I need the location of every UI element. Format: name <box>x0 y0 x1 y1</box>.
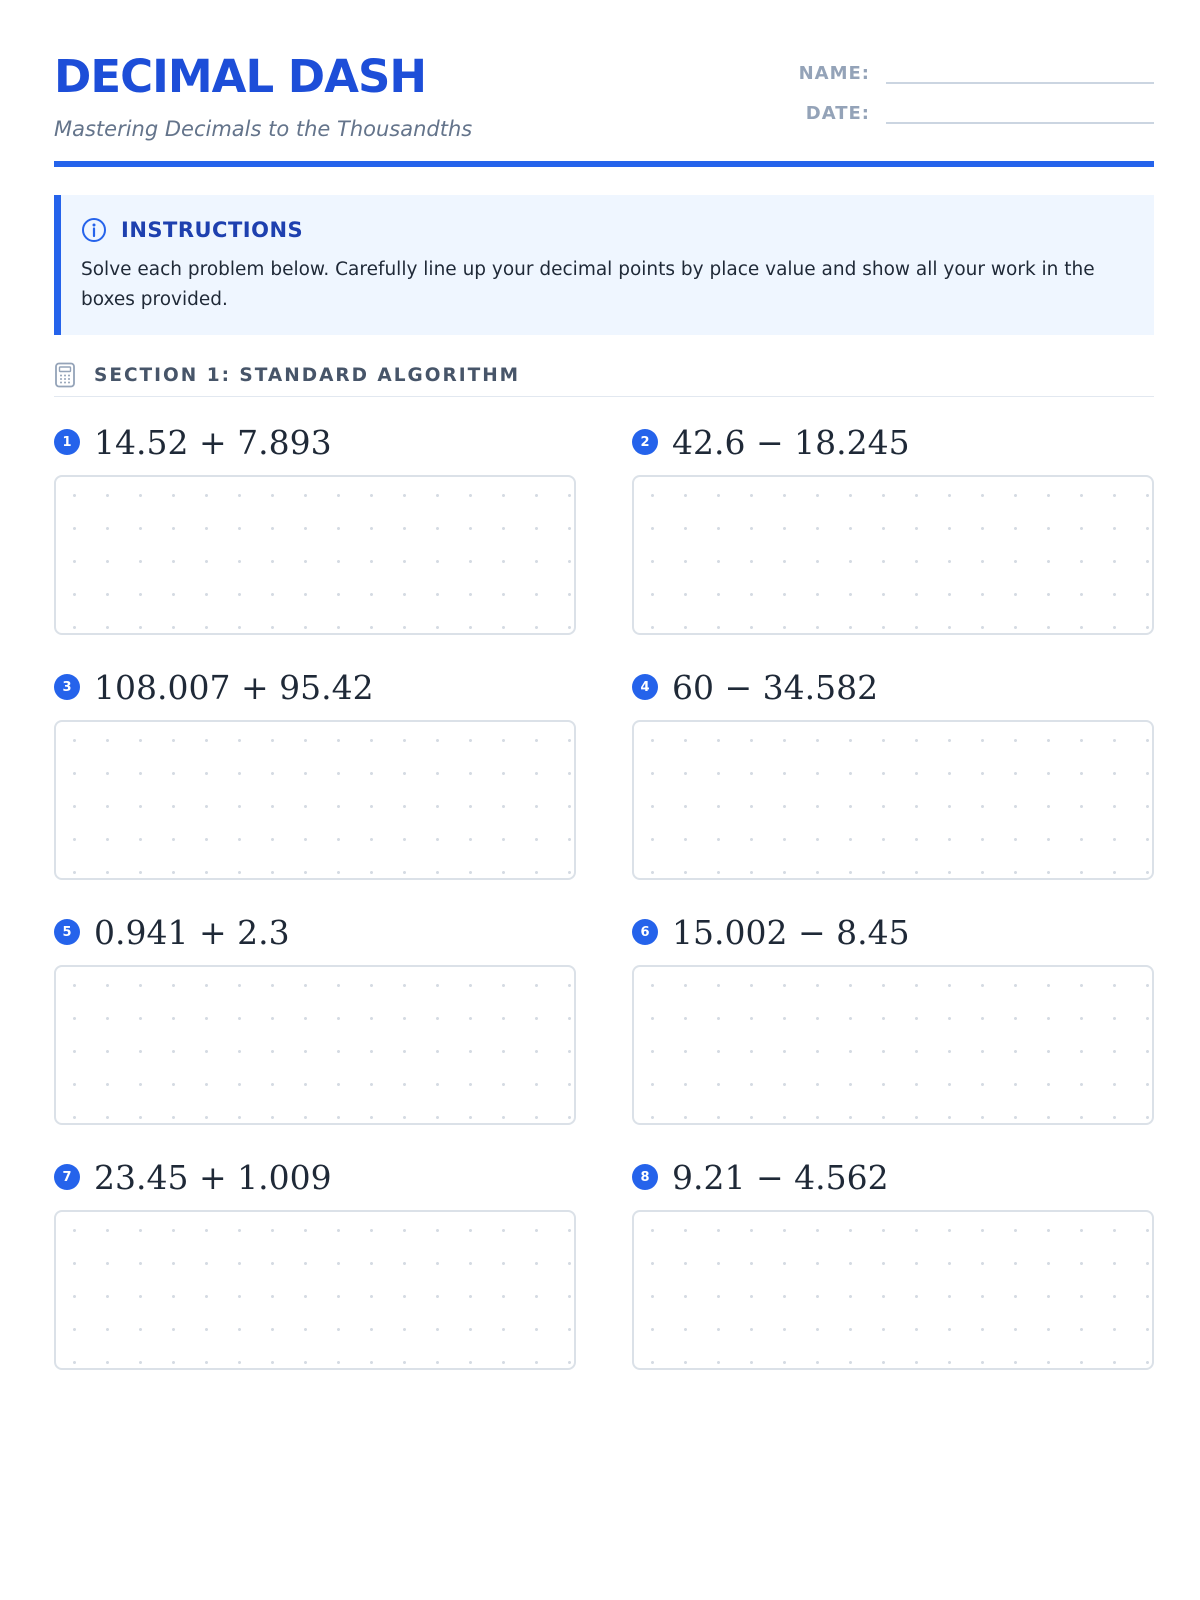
name-line[interactable] <box>886 58 1154 84</box>
problem-1 <box>54 422 576 635</box>
problem-number-badge: 3 <box>54 674 80 700</box>
problem-2 <box>632 422 1154 635</box>
work-box[interactable] <box>54 720 576 880</box>
problem-number-badge: 2 <box>632 429 658 455</box>
instructions-box <box>54 195 1154 335</box>
work-box[interactable] <box>54 475 576 635</box>
worksheet-title: DECIMAL DASH <box>54 50 427 103</box>
problem-number-badge: 7 <box>54 1164 80 1190</box>
problem-expression: 23.45 + 1.009 <box>94 1157 332 1197</box>
section-heading <box>54 360 1154 397</box>
problem-heading <box>54 1157 576 1197</box>
problem-expression: 108.007 + 95.42 <box>94 667 374 707</box>
problem-6 <box>632 912 1154 1125</box>
problem-heading <box>54 667 576 707</box>
instructions-title: INSTRUCTIONS <box>121 218 304 242</box>
worksheet-subtitle: Mastering Decimals to the Thousandths <box>54 117 473 141</box>
instructions-heading <box>81 215 1128 245</box>
problem-heading <box>632 912 1154 952</box>
date-line[interactable] <box>886 98 1154 124</box>
info-icon <box>81 217 107 243</box>
work-box[interactable] <box>632 965 1154 1125</box>
problem-expression: 14.52 + 7.893 <box>94 422 332 462</box>
work-box[interactable] <box>632 475 1154 635</box>
problem-heading <box>632 667 1154 707</box>
problem-heading <box>632 1157 1154 1197</box>
name-field <box>770 58 1154 84</box>
problem-3 <box>54 667 576 880</box>
problem-number-badge: 8 <box>632 1164 658 1190</box>
problem-expression: 15.002 − 8.45 <box>672 912 910 952</box>
problem-4 <box>632 667 1154 880</box>
problem-expression: 9.21 − 4.562 <box>672 1157 889 1197</box>
problem-expression: 42.6 − 18.245 <box>672 422 910 462</box>
problem-number-badge: 1 <box>54 429 80 455</box>
worksheet-page <box>54 0 1154 1197</box>
problem-heading <box>54 422 576 462</box>
problem-number-badge: 5 <box>54 919 80 945</box>
problem-8 <box>632 1157 1154 1370</box>
problem-expression: 60 − 34.582 <box>672 667 879 707</box>
date-label: DATE: <box>805 103 870 124</box>
header-divider <box>54 161 1154 167</box>
problem-number-badge: 4 <box>632 674 658 700</box>
work-box[interactable] <box>54 1210 576 1370</box>
problem-5 <box>54 912 576 1125</box>
problem-7 <box>54 1157 576 1370</box>
work-box[interactable] <box>632 1210 1154 1370</box>
date-field <box>770 98 1154 124</box>
section-title: SECTION 1: STANDARD ALGORITHM <box>94 364 521 386</box>
problem-expression: 0.941 + 2.3 <box>94 912 290 952</box>
calculator-icon <box>54 362 76 388</box>
work-box[interactable] <box>632 720 1154 880</box>
work-box[interactable] <box>54 965 576 1125</box>
instructions-text: Solve each problem below. Carefully line up your decimal points by place value and show all your work in the boxes provided. <box>81 259 1095 310</box>
problem-heading <box>54 912 576 952</box>
name-label: NAME: <box>798 63 870 84</box>
worksheet-header <box>54 0 1154 168</box>
problem-number-badge: 6 <box>632 919 658 945</box>
problem-heading <box>632 422 1154 462</box>
